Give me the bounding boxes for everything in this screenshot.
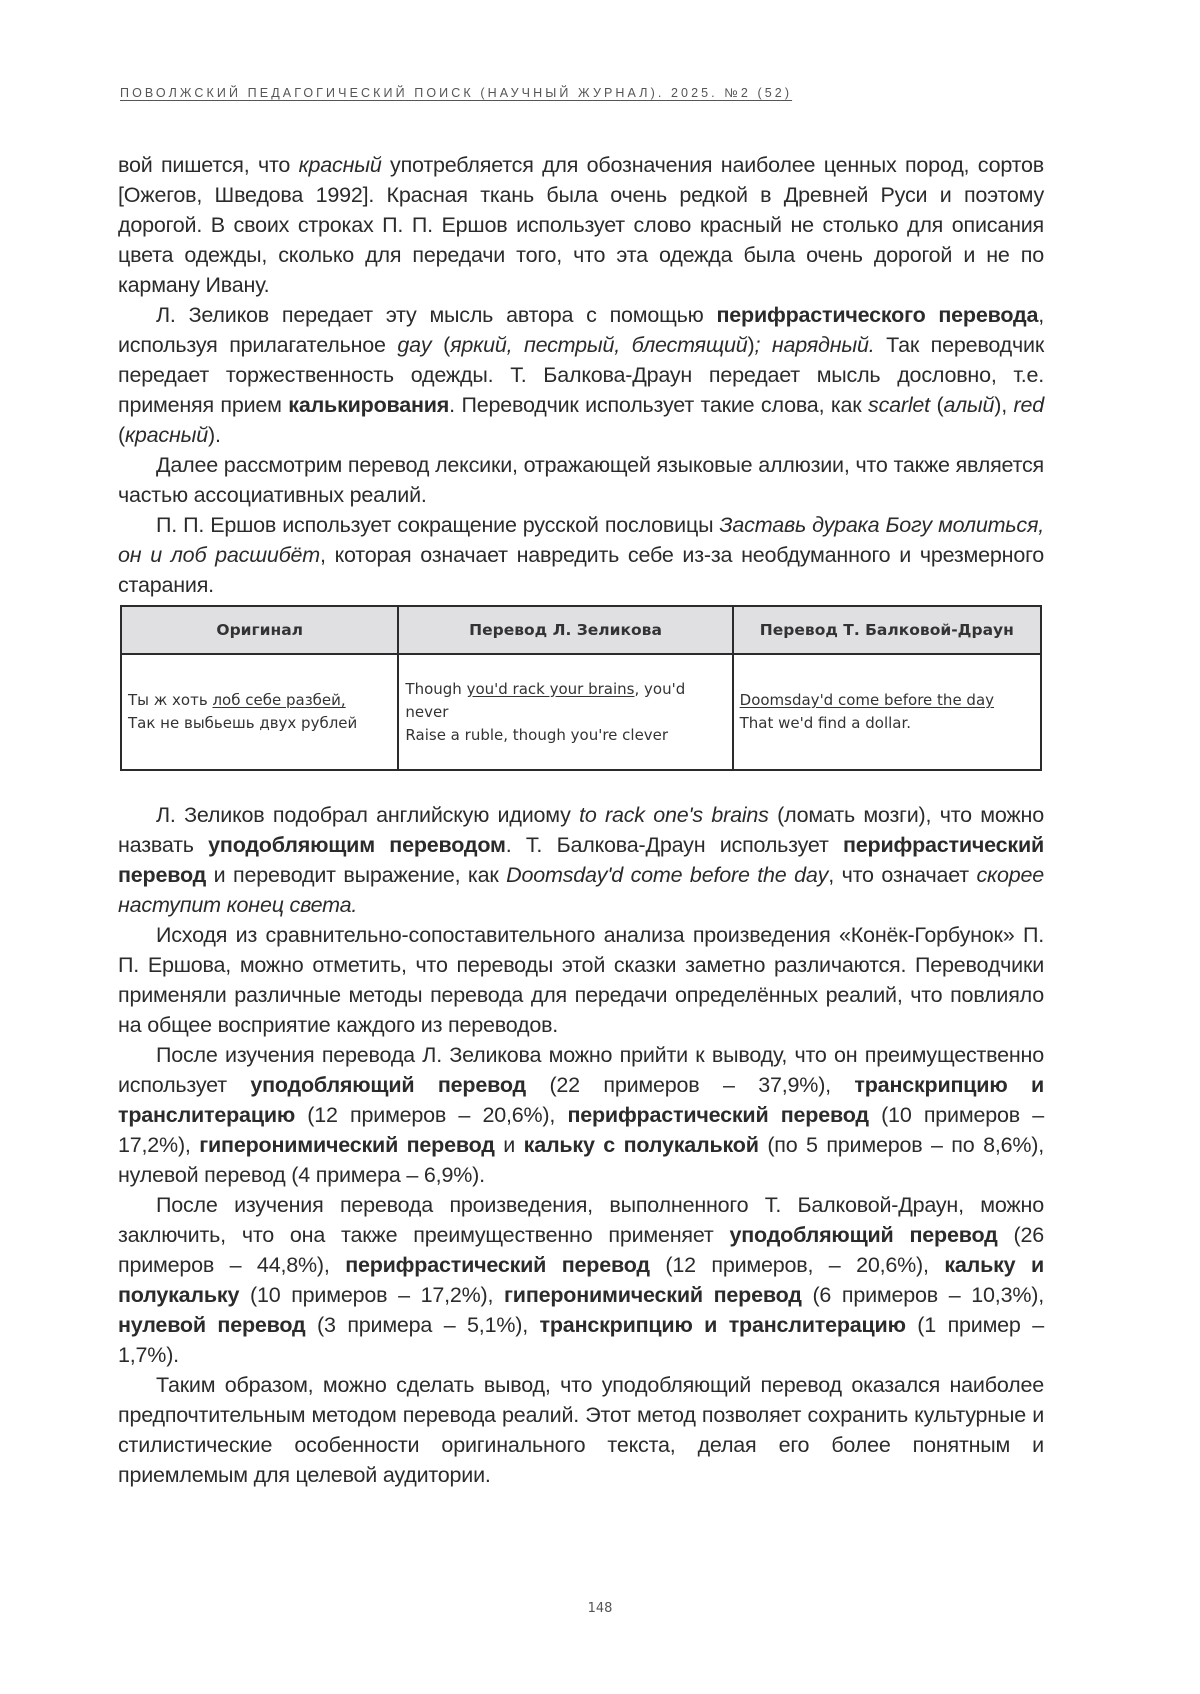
bold-term: уподобляющий перевод xyxy=(250,1073,526,1097)
italic-term: красный xyxy=(298,153,382,177)
text: После изучения перевода Л. Зеликова можно прийти к выводу, что он преимущественно использует xyxy=(118,1043,1044,1097)
bold-term: уподобляющий перевод xyxy=(729,1223,998,1247)
bold-term: перифрастический перевод xyxy=(567,1103,869,1127)
table-header-row xyxy=(121,606,1041,654)
text: (1 пример – 1,7%). xyxy=(118,1313,1044,1367)
text: (22 примеров – 37,9%), xyxy=(525,1073,855,1097)
cell-balkova xyxy=(733,654,1041,770)
bold-term: гиперонимический перевод xyxy=(199,1133,495,1157)
text: ( xyxy=(431,333,451,357)
column-header-zelikov: Перевод Л. Зеликова xyxy=(398,606,732,654)
text: Ты ж хоть xyxy=(128,691,213,709)
bold-term: транскрипцию и транслитерацию xyxy=(118,1073,1044,1127)
text: (6 примеров – 10,3%), xyxy=(801,1283,1044,1307)
bold-term: кальку с полукалькой xyxy=(523,1133,759,1157)
italic-term: red xyxy=(1013,393,1044,417)
bold-term: транскрипцию и транслитерацию xyxy=(539,1313,906,1337)
column-header-original: Оригинал xyxy=(121,606,398,654)
column-header-balkova: Перевод Т. Балковой-Драун xyxy=(733,606,1041,654)
text: (10 примеров – 17,2%), xyxy=(118,1103,1044,1157)
paragraph xyxy=(118,300,1044,450)
italic-term: ; нарядный. xyxy=(754,333,875,357)
text: . Переводчик использует такие слова, как xyxy=(449,393,869,417)
text: , что означает xyxy=(828,863,977,887)
italic-term: gay xyxy=(397,333,432,357)
bold-term: перифрастический перевод xyxy=(118,833,1045,887)
text: Л. Зеликов передает эту мысль автора с помощью xyxy=(156,303,717,327)
text: , которая означает навредить себе из-за необдуманного и чрезмерного старания. xyxy=(118,543,1044,597)
text: употребляется для обозначения наиболее ценных пород, сортов [Ожегов, Шведова 1992]. Красная ткань была очень редкой в Древней Руси и поэтому дорогой. В своих строках П. П. Ершов использует слово красный не столько для описания цвета одежды, сколько для передачи того, что эта одежда была очень дорогой и не по карману Ивану. xyxy=(118,153,1044,297)
page-number: 148 xyxy=(587,1601,613,1616)
italic-term: скорее наступит конец света. xyxy=(118,863,1045,917)
paragraph: Далее рассмотрим перевод лексики, отражающей языковые аллюзии, что также является частью ассоциативных реалий. xyxy=(118,453,1044,507)
text: ( xyxy=(118,423,125,447)
bold-term: калькирования xyxy=(288,393,450,417)
text: вой пишется, что xyxy=(118,153,299,177)
text: Л. Зеликов подобрал английскую идиому xyxy=(156,803,580,827)
text: (12 примеров – 20,6%), xyxy=(295,1103,568,1127)
text: (по 5 примеров – по 8,6%), нулевой перевод (4 примера – 6,9%). xyxy=(118,1133,1045,1187)
text: и переводит выражение, как xyxy=(206,863,507,887)
italic-term: scarlet xyxy=(868,393,930,417)
text: Raise a ruble, though you're clever xyxy=(405,725,669,744)
text: и xyxy=(494,1133,524,1157)
text: That we'd find a dollar. xyxy=(739,714,912,732)
text: (26 примеров – 44,8%), xyxy=(118,1223,1044,1277)
underlined-phrase: лоб себе разбей, xyxy=(212,691,346,709)
text: (10 примеров – 17,2%), xyxy=(239,1283,505,1307)
bold-term: перифрастического перевода xyxy=(716,303,1039,327)
bold-term: перифрастический перевод xyxy=(345,1253,650,1277)
bold-term: гиперонимический перевод xyxy=(504,1283,802,1307)
paragraph: Таким образом, можно сделать вывод, что уподобляющий перевод оказался наиболее предпочтительным методом перевода реалий. Этот метод позволяет сохранить культурные и стилистические особенности оригинального текста, делая его более понятным и приемлемым для целевой аудитории. xyxy=(118,1373,1044,1487)
italic-term: красный xyxy=(124,423,208,447)
body-text-bottom xyxy=(118,800,1044,1490)
italic-term: to rack one's brains xyxy=(579,803,769,827)
running-header: ПОВОЛЖСКИЙ ПЕДАГОГИЧЕСКИЙ ПОИСК (НАУЧНЫЙ ЖУРНАЛ). 2025. №2 (52) xyxy=(120,86,793,100)
italic-term: алый xyxy=(943,393,995,417)
text: (ломать мозги), что можно назвать xyxy=(118,803,1044,857)
cell-zelikov xyxy=(398,654,732,770)
text: ), xyxy=(994,393,1014,417)
text: ). xyxy=(208,423,221,447)
paragraph xyxy=(118,800,1044,920)
translation-comparison-table xyxy=(120,605,1042,771)
italic-proverb: Заставь дурака Богу молиться, он и лоб расшибёт xyxy=(118,513,1045,567)
text: После изучения перевода произведения, выполненного Т. Балковой-Драун, можно заключить, что она также преимущественно применяет xyxy=(118,1193,1044,1247)
underlined-phrase: you'd rack your brains xyxy=(466,679,635,698)
paragraph xyxy=(118,1040,1044,1190)
paragraph xyxy=(118,1190,1044,1370)
italic-term: яркий, пестрый, блестящий xyxy=(450,333,748,357)
paragraph xyxy=(118,510,1044,600)
text: П. П. Ершов использует сокращение русской пословицы xyxy=(156,513,720,537)
paragraph xyxy=(118,150,1044,300)
bold-term: кальку и полукальку xyxy=(118,1253,1045,1307)
text: (12 примеров, – 20,6%), xyxy=(649,1253,945,1277)
body-text-top xyxy=(118,150,1044,600)
text: Так переводчик передает торжественность одежды. Т. Балкова-Драун передает мысль дословно, т.е. применяя прием xyxy=(118,333,1045,417)
paragraph: Исходя из сравнительно-сопоставительного анализа произведения «Конёк-Горбунок» П. П. Ершова, можно отметить, что переводы этой сказки заметно различаются. Переводчики применяли различные методы перевода для передачи определённых реалий, что повлияло на общее восприятие каждого из переводов. xyxy=(118,923,1044,1037)
bold-term: уподобляющим переводом xyxy=(208,833,506,857)
underlined-phrase: Doomsday'd come before the day xyxy=(739,691,995,709)
cell-original xyxy=(121,654,398,770)
text: ) xyxy=(747,333,755,357)
text: , you'd never xyxy=(405,679,686,721)
text: ( xyxy=(929,393,944,417)
text: . Т. Балкова-Драун использует xyxy=(505,833,843,857)
italic-term: Doomsday'd come before the day xyxy=(506,863,829,887)
text: Though xyxy=(405,679,467,698)
text: (3 примера – 5,1%), xyxy=(305,1313,540,1337)
table-row xyxy=(121,654,1041,770)
bold-term: нулевой перевод xyxy=(118,1313,306,1337)
text: Так не выбьешь двух рублей xyxy=(128,714,358,732)
text: , используя прилагательное xyxy=(118,303,1044,357)
